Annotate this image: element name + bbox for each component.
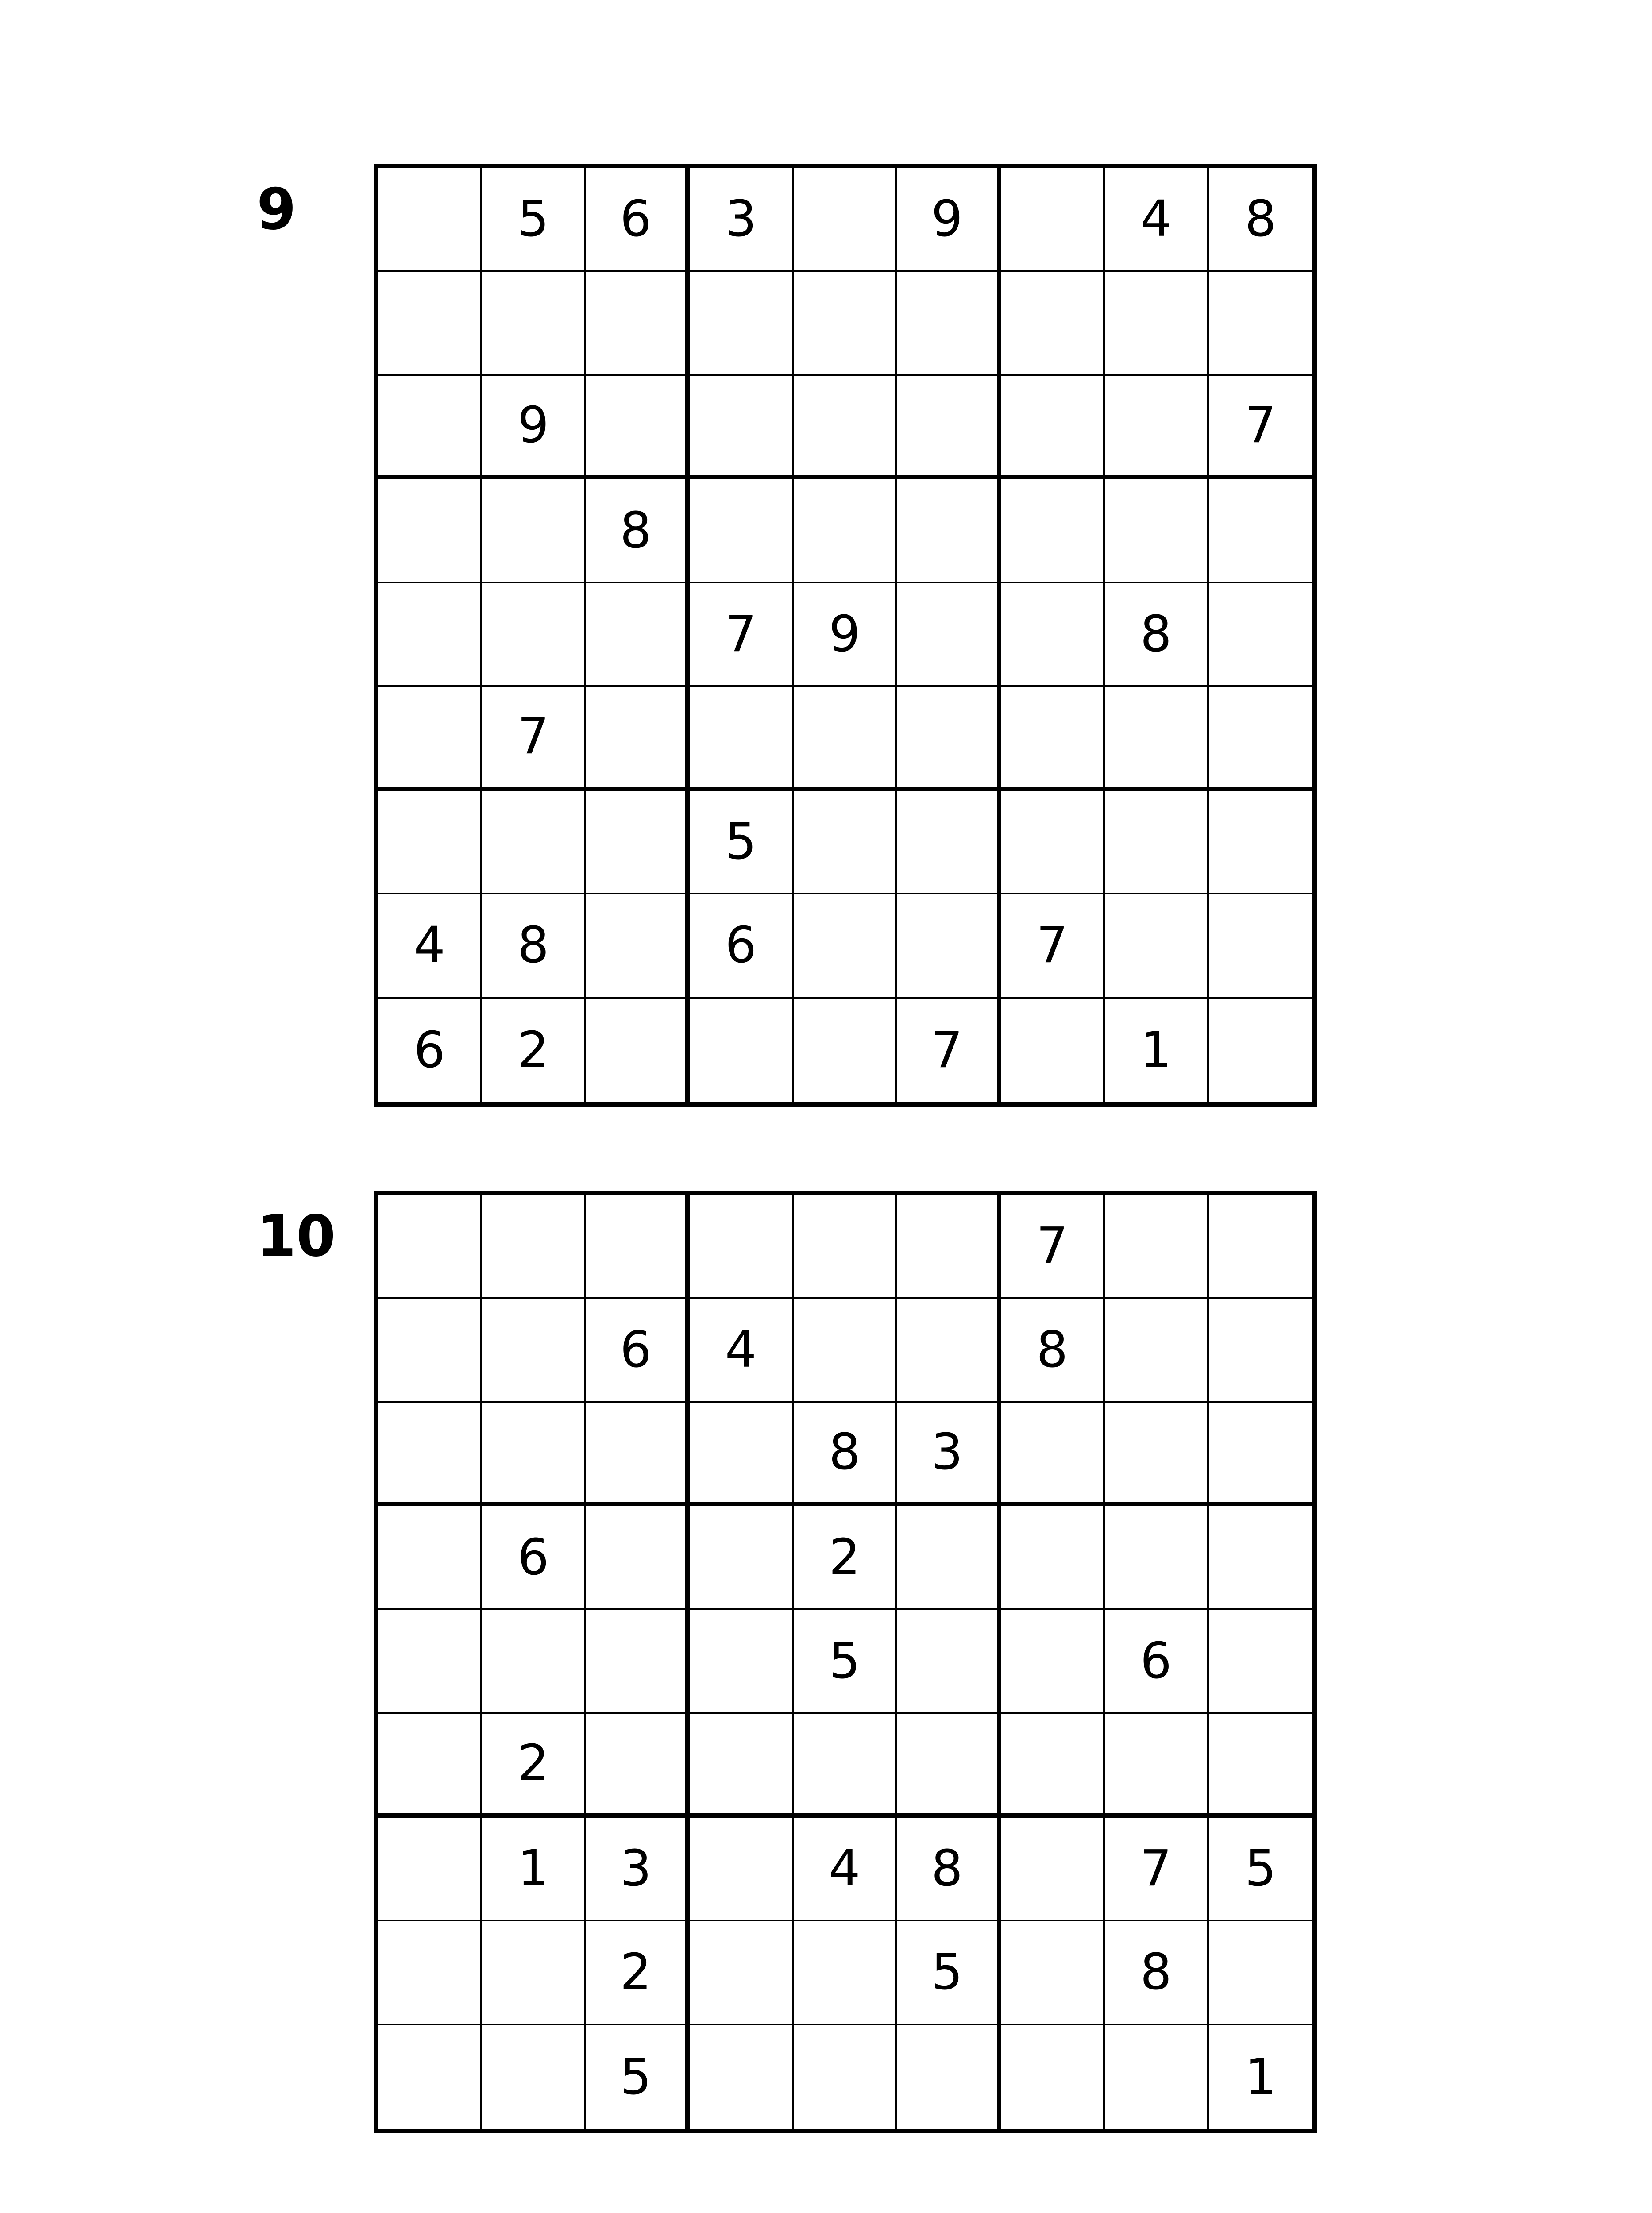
sudoku-cell[interactable] (1105, 376, 1208, 479)
sudoku-cell[interactable] (378, 1921, 482, 2025)
sudoku-cell[interactable]: 1 (1105, 999, 1208, 1102)
sudoku-cell[interactable]: 5 (897, 1921, 1001, 2025)
sudoku-cell[interactable]: 8 (482, 894, 586, 998)
sudoku-cell[interactable] (1105, 1403, 1208, 1506)
sudoku-cell[interactable] (1001, 2025, 1105, 2129)
sudoku-cell[interactable] (378, 1610, 482, 1714)
sudoku-cell[interactable]: 4 (378, 894, 482, 998)
sudoku-cell[interactable] (1001, 479, 1105, 583)
sudoku-cell[interactable]: 8 (897, 1818, 1001, 1921)
sudoku-cell[interactable] (378, 168, 482, 272)
sudoku-cell[interactable] (586, 583, 690, 687)
sudoku-cell[interactable] (690, 1714, 793, 1817)
sudoku-cell[interactable] (897, 479, 1001, 583)
sudoku-cell[interactable] (1209, 479, 1312, 583)
sudoku-cell[interactable]: 4 (794, 1818, 897, 1921)
sudoku-cell[interactable]: 6 (690, 894, 793, 998)
sudoku-cell[interactable] (897, 894, 1001, 998)
sudoku-cell[interactable] (897, 1506, 1001, 1610)
sudoku-cell[interactable] (1001, 583, 1105, 687)
sudoku-cell[interactable] (1209, 272, 1312, 375)
sudoku-cell[interactable] (482, 791, 586, 894)
sudoku-cell[interactable] (690, 1195, 793, 1299)
sudoku-cell[interactable]: 5 (1209, 1818, 1312, 1921)
sudoku-cell[interactable]: 1 (482, 1818, 586, 1921)
sudoku-cell[interactable] (378, 583, 482, 687)
sudoku-cell[interactable] (1105, 894, 1208, 998)
sudoku-cell[interactable] (1001, 1921, 1105, 2025)
sudoku-cell[interactable] (586, 791, 690, 894)
sudoku-cell[interactable]: 6 (482, 1506, 586, 1610)
sudoku-cell[interactable] (794, 894, 897, 998)
sudoku-cell[interactable] (690, 999, 793, 1102)
puzzle-number: 9 (257, 177, 297, 243)
sudoku-cell[interactable] (1105, 272, 1208, 375)
sudoku-cell[interactable] (794, 687, 897, 790)
sudoku-cell[interactable]: 7 (1001, 1195, 1105, 1299)
sudoku-cell[interactable] (1209, 1195, 1312, 1299)
sudoku-cell[interactable] (482, 583, 586, 687)
sudoku-cell[interactable]: 7 (1209, 376, 1312, 479)
sudoku-cell[interactable]: 5 (690, 791, 793, 894)
sudoku-cell[interactable] (1209, 1921, 1312, 2025)
sudoku-cell[interactable] (378, 1299, 482, 1402)
sudoku-cell[interactable] (1209, 1506, 1312, 1610)
sudoku-cell[interactable] (897, 272, 1001, 375)
sudoku-cell[interactable] (1001, 376, 1105, 479)
sudoku-cell[interactable] (690, 272, 793, 375)
sudoku-cell[interactable] (1001, 999, 1105, 1102)
sudoku-cell[interactable]: 7 (1105, 1818, 1208, 1921)
sudoku-cell[interactable] (586, 1403, 690, 1506)
sudoku-cell[interactable]: 2 (586, 1921, 690, 2025)
sudoku-cell[interactable] (690, 1921, 793, 2025)
sudoku-cell[interactable] (690, 2025, 793, 2129)
sudoku-cell[interactable]: 8 (586, 479, 690, 583)
sudoku-cell[interactable] (482, 2025, 586, 2129)
sudoku-cell[interactable] (690, 1403, 793, 1506)
sudoku-cell[interactable] (897, 1610, 1001, 1714)
sudoku-cell[interactable] (794, 479, 897, 583)
sudoku-cell[interactable]: 2 (482, 999, 586, 1102)
sudoku-cell[interactable] (897, 687, 1001, 790)
sudoku-cell[interactable] (897, 1714, 1001, 1817)
sudoku-cell[interactable] (794, 1714, 897, 1817)
sudoku-cell[interactable] (586, 894, 690, 998)
sudoku-cell[interactable] (1209, 1714, 1312, 1817)
sudoku-cell[interactable] (1105, 1714, 1208, 1817)
sudoku-cell[interactable] (378, 479, 482, 583)
sudoku-cell[interactable] (690, 1506, 793, 1610)
sudoku-cell[interactable]: 7 (482, 687, 586, 790)
sudoku-cell[interactable]: 6 (586, 168, 690, 272)
sudoku-cell[interactable] (794, 2025, 897, 2129)
sudoku-cell[interactable] (1105, 1506, 1208, 1610)
sudoku-cell[interactable] (378, 1818, 482, 1921)
sudoku-cell[interactable] (586, 687, 690, 790)
sudoku-cell[interactable] (378, 687, 482, 790)
sudoku-cell[interactable]: 8 (1001, 1299, 1105, 1402)
sudoku-cell[interactable]: 7 (690, 583, 793, 687)
sudoku-cell[interactable]: 4 (690, 1299, 793, 1402)
sudoku-cell[interactable] (586, 272, 690, 375)
sudoku-cell[interactable] (378, 1195, 482, 1299)
sudoku-cell[interactable] (482, 272, 586, 375)
sudoku-cell[interactable] (1105, 1299, 1208, 1402)
sudoku-cell[interactable] (586, 1610, 690, 1714)
sudoku-cell[interactable] (897, 376, 1001, 479)
sudoku-cell[interactable] (482, 1610, 586, 1714)
sudoku-cell[interactable] (586, 1195, 690, 1299)
sudoku-cell[interactable] (1209, 687, 1312, 790)
sudoku-cell[interactable] (690, 687, 793, 790)
sudoku-cell[interactable] (378, 791, 482, 894)
sudoku-cell[interactable] (586, 376, 690, 479)
sudoku-cell[interactable]: 9 (897, 168, 1001, 272)
sudoku-cell[interactable]: 7 (1001, 894, 1105, 998)
sudoku-cell[interactable] (482, 1299, 586, 1402)
sudoku-cell[interactable] (1209, 1610, 1312, 1714)
sudoku-cell[interactable] (897, 2025, 1001, 2129)
sudoku-grid (374, 164, 1317, 1106)
sudoku-cell[interactable]: 7 (897, 999, 1001, 1102)
sudoku-cell[interactable] (794, 1195, 897, 1299)
sudoku-cell[interactable] (794, 1299, 897, 1402)
sudoku-cell[interactable] (1209, 894, 1312, 998)
sudoku-cell[interactable] (897, 1299, 1001, 1402)
sudoku-cell[interactable] (378, 2025, 482, 2129)
sudoku-cell[interactable] (1001, 791, 1105, 894)
sudoku-cell[interactable]: 6 (378, 999, 482, 1102)
sudoku-cell[interactable]: 4 (1105, 168, 1208, 272)
sudoku-cell[interactable] (482, 1403, 586, 1506)
sudoku-cell[interactable]: 3 (690, 168, 793, 272)
sudoku-cell[interactable] (794, 376, 897, 479)
sudoku-cell[interactable] (586, 999, 690, 1102)
sudoku-cell[interactable] (794, 168, 897, 272)
sudoku-cell[interactable]: 5 (794, 1610, 897, 1714)
sudoku-cell[interactable] (690, 479, 793, 583)
sudoku-cell[interactable]: 8 (1209, 168, 1312, 272)
puzzle-number: 10 (257, 1203, 336, 1269)
sudoku-cell[interactable]: 8 (1105, 1921, 1208, 2025)
sudoku-cell[interactable]: 2 (482, 1714, 586, 1817)
sudoku-grid (374, 1191, 1317, 2133)
sudoku-cell[interactable] (482, 1195, 586, 1299)
sudoku-cell[interactable]: 8 (794, 1403, 897, 1506)
sudoku-cell[interactable]: 2 (794, 1506, 897, 1610)
sudoku-cell[interactable] (690, 1818, 793, 1921)
sudoku-cell[interactable]: 8 (1105, 583, 1208, 687)
sudoku-cell[interactable]: 3 (586, 1818, 690, 1921)
sudoku-cell[interactable] (794, 791, 897, 894)
sudoku-cell[interactable] (1105, 1195, 1208, 1299)
sudoku-cell[interactable] (378, 272, 482, 375)
sudoku-cell[interactable] (897, 583, 1001, 687)
sudoku-cell[interactable] (482, 479, 586, 583)
sudoku-cell[interactable] (1001, 1403, 1105, 1506)
sudoku-cell[interactable] (1209, 1299, 1312, 1402)
sudoku-cell[interactable]: 6 (1105, 1610, 1208, 1714)
sudoku-cell[interactable] (1209, 791, 1312, 894)
sudoku-cell[interactable] (794, 1921, 897, 2025)
sudoku-cell[interactable] (794, 272, 897, 375)
sudoku-cell[interactable] (690, 376, 793, 479)
sudoku-cell[interactable] (1209, 1403, 1312, 1506)
sudoku-cell[interactable]: 5 (586, 2025, 690, 2129)
sudoku-cell[interactable] (897, 1195, 1001, 1299)
sudoku-cell[interactable] (1105, 687, 1208, 790)
sudoku-cell[interactable]: 9 (794, 583, 897, 687)
sudoku-cell[interactable] (897, 791, 1001, 894)
sudoku-cell[interactable] (378, 376, 482, 479)
sudoku-cell[interactable] (1001, 687, 1105, 790)
sudoku-cell[interactable] (1001, 1818, 1105, 1921)
sudoku-cell[interactable] (1209, 999, 1312, 1102)
sudoku-cell[interactable] (1001, 1610, 1105, 1714)
sudoku-cell[interactable]: 9 (482, 376, 586, 479)
sudoku-cell[interactable] (378, 1403, 482, 1506)
sudoku-cell[interactable] (1001, 168, 1105, 272)
sudoku-cell[interactable]: 1 (1209, 2025, 1312, 2129)
sudoku-cell[interactable] (1105, 2025, 1208, 2129)
sudoku-cell[interactable] (1001, 272, 1105, 375)
sudoku-cell[interactable] (1001, 1714, 1105, 1817)
sudoku-cell[interactable] (378, 1714, 482, 1817)
sudoku-cell[interactable] (586, 1506, 690, 1610)
sudoku-cell[interactable] (1209, 583, 1312, 687)
sudoku-cell[interactable] (1105, 479, 1208, 583)
sudoku-cell[interactable] (794, 999, 897, 1102)
sudoku-cell[interactable] (586, 1714, 690, 1817)
sudoku-cell[interactable] (482, 1921, 586, 2025)
sudoku-cell[interactable]: 5 (482, 168, 586, 272)
sudoku-cell[interactable] (1105, 791, 1208, 894)
sudoku-cell[interactable] (378, 1506, 482, 1610)
sudoku-cell[interactable]: 3 (897, 1403, 1001, 1506)
sudoku-cell[interactable] (690, 1610, 793, 1714)
sudoku-cell[interactable]: 6 (586, 1299, 690, 1402)
sudoku-cell[interactable] (1001, 1506, 1105, 1610)
